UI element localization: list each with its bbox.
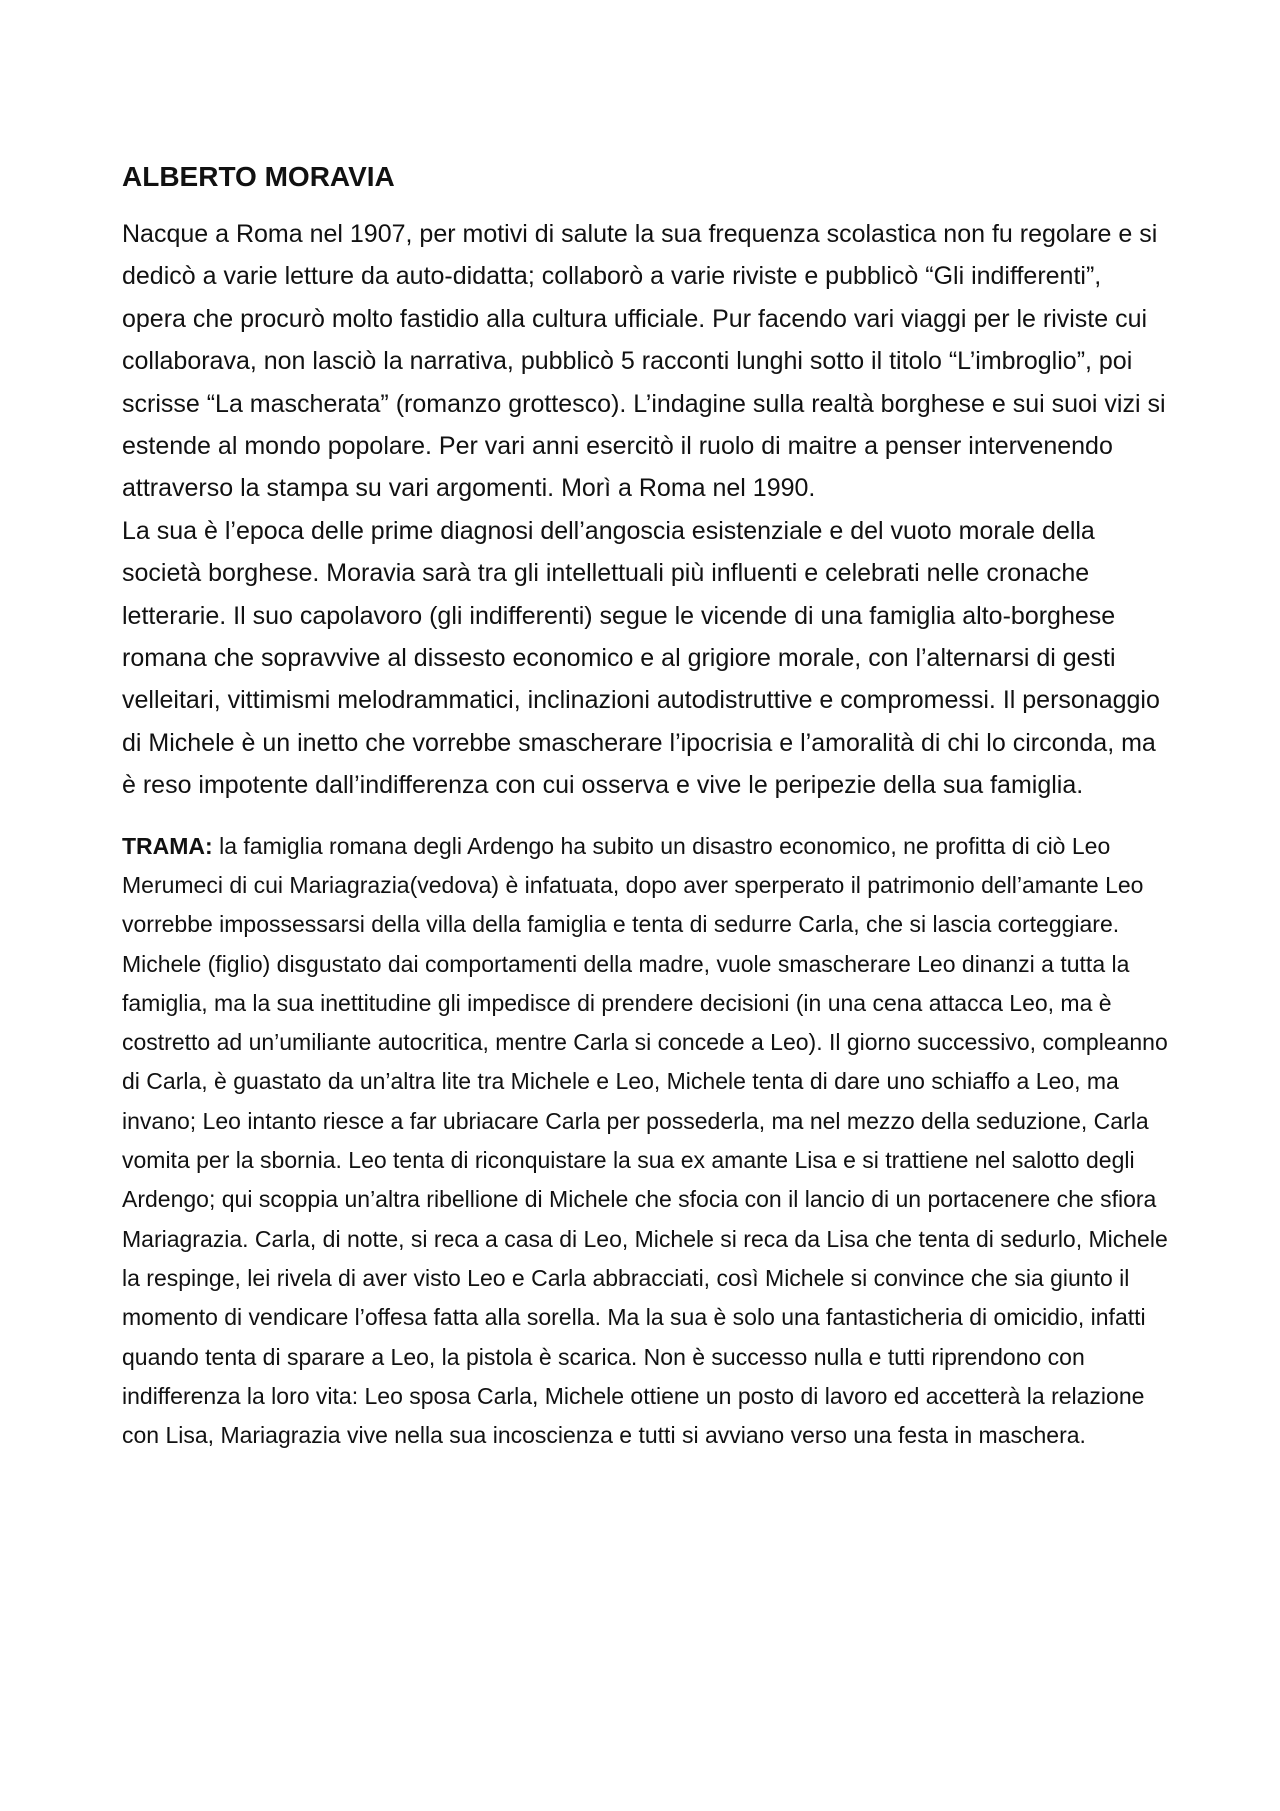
plot-paragraph xyxy=(122,827,1172,1456)
page-title: ALBERTO MORAVIA xyxy=(122,161,395,192)
biography-paragraph: Nacque a Roma nel 1907, per motivi di salute la sua frequenza scolastica non fu regolare e si dedicò a varie letture da auto-didatta; collaborò a varie riviste e pubblicò “Gli indifferenti”, opera che procurò molto fastidio alla cultura ufficiale. Pur facendo vari viaggi per le riviste cui collaborava, non lasciò la narrativa, pubblicò 5 racconti lunghi sotto il titolo “L’imbroglio”, poi scrisse “La mascherata” (romanzo grottesco). L’indagine sulla realtà borghese e sui suoi vizi si estende al mondo popolare. Per vari anni esercitò il ruolo di maitre a penser intervenendo attraverso la stampa su vari argomenti. Morì a Roma nel 1990. xyxy=(122,220,1166,503)
analysis-paragraph: La sua è l’epoca delle prime diagnosi dell’angoscia esistenziale e del vuoto morale della società borghese. Moravia sarà tra gli intellettuali più influenti e celebrati nelle cronache letterarie. Il suo capolavoro (gli indifferenti) segue le vicende di una famiglia alto-borghese romana che sopravvive al dissesto economico e al grigiore morale, con l’alternarsi di gesti velleitari, vittimismi melodrammatici, inclinazioni autodistruttive e compromessi. Il personaggio di Michele è un inetto che vorrebbe smascherare l’ipocrisia e l’amoralità di chi lo circonda, ma è reso impotente dall’indifferenza con cui osserva e vive le peripezie della sua famiglia. xyxy=(122,516,1160,800)
plot-label: TRAMA: xyxy=(122,832,213,859)
plot-text: la famiglia romana degli Ardengo ha subito un disastro economico, ne profitta di ciò Leo Merumeci di cui Mariagrazia(vedova) è infatuata, dopo aver sperperato il patrimonio dell’amante Leo vorrebbe impossessarsi della villa della famiglia e tenta di sedurre Carla, che si lascia corteggiare. Michele (figlio) disgustato dai comportamenti della madre, vuole smascherare Leo dinanzi a tutta la famiglia, ma la sua inettitudine gli impedisce di prendere decisioni (in una cena attacca Leo, ma è costretto ad un’umiliante autocritica, mentre Carla si concede a Leo). Il giorno successivo, compleanno di Carla, è guastato da un’altra lite tra Michele e Leo, Michele tenta di dare uno schiaffo a Leo, ma invano; Leo intanto riesce a far ubriacare Carla per possederla, ma nel mezzo della seduzione, Carla vomita per la sbornia. Leo tenta di riconquistare la sua ex amante Lisa e si trattiene nel salotto degli Ardengo; qui scoppia un’altra ribellione di Michele che sfocia con il lancio di un portacenere che sfiora Mariagrazia. Carla, di notte, si reca a casa di Leo, Michele si reca da Lisa che tenta di sedurlo, Michele la respinge, lei rivela di aver visto Leo e Carla abbracciati, così Michele si convince che sia giunto il momento di vendicare l’offesa fatta alla sorella. Ma la sua è solo una fantasticheria di omicidio, infatti quando tenta di sparare a Leo, la pistola è scarica. Non è successo nulla e tutti riprendono con indifferenza la loro vita: Leo sposa Carla, Michele ottiene un posto di lavoro ed accetterà la relazione con Lisa, Mariagrazia vive nella sua incoscienza e tutti si avviano verso una festa in maschera. xyxy=(122,832,1168,1449)
document-body xyxy=(122,157,1172,1455)
